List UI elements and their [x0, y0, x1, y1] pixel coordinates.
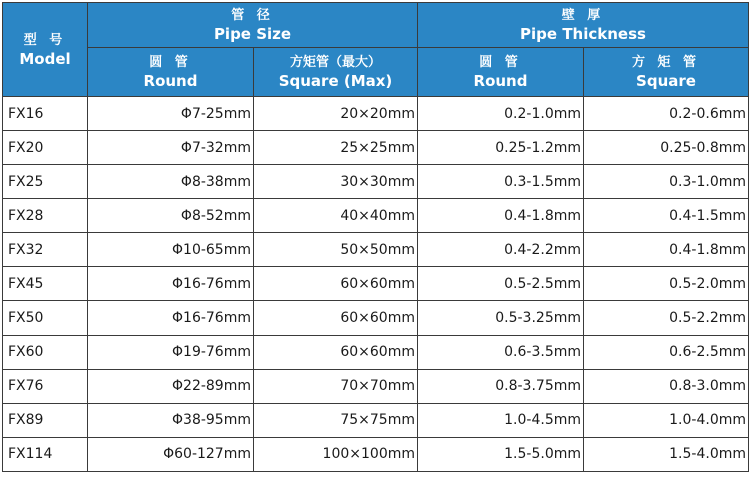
thick-round-cell: 1.5-5.0mm: [418, 437, 584, 471]
size-square-cell: 25×25mm: [254, 131, 418, 165]
size-square-cell: 40×40mm: [254, 199, 418, 233]
thick-square-cell: 1.5-4.0mm: [584, 437, 749, 471]
size-square-header: [254, 48, 418, 97]
thick-round-cell: 0.8-3.75mm: [418, 369, 584, 403]
table-header: [3, 3, 749, 97]
pipe-size-header-en: Pipe Size: [213, 25, 292, 43]
table-row: [3, 301, 749, 335]
thick-round-cell: 0.25-1.2mm: [418, 131, 584, 165]
size-round-cell: Φ60-127mm: [88, 437, 254, 471]
size-square-cell: 20×20mm: [254, 97, 418, 131]
table-row: [3, 199, 749, 233]
table-body: [3, 97, 749, 472]
size-square-cell: 50×50mm: [254, 233, 418, 267]
thick-square-header-zh: 方 矩 管: [631, 55, 701, 70]
pipe-size-header-zh: 管 径: [231, 8, 274, 23]
size-round-cell: Φ16-76mm: [88, 301, 254, 335]
thick-square-cell: 0.4-1.5mm: [584, 199, 749, 233]
thick-square-cell: 0.5-2.2mm: [584, 301, 749, 335]
size-square-cell: 30×30mm: [254, 165, 418, 199]
model-cell: FX76: [3, 369, 88, 403]
size-square-cell: 60×60mm: [254, 301, 418, 335]
header-row-sub: [3, 48, 749, 97]
thick-square-header-en: Square: [636, 72, 696, 90]
thick-square-cell: 0.3-1.0mm: [584, 165, 749, 199]
pipe-size-header: [88, 3, 418, 48]
thick-round-header: [418, 48, 584, 97]
model-cell: FX114: [3, 437, 88, 471]
thick-square-cell: 0.6-2.5mm: [584, 335, 749, 369]
size-square-cell: 70×70mm: [254, 369, 418, 403]
size-round-cell: Φ7-32mm: [88, 131, 254, 165]
thick-round-cell: 0.6-3.5mm: [418, 335, 584, 369]
size-round-cell: Φ19-76mm: [88, 335, 254, 369]
size-square-cell: 100×100mm: [254, 437, 418, 471]
thick-round-cell: 1.0-4.5mm: [418, 403, 584, 437]
thick-round-cell: 0.2-1.0mm: [418, 97, 584, 131]
table-row: [3, 233, 749, 267]
table-row: [3, 131, 749, 165]
thick-round-cell: 0.5-3.25mm: [418, 301, 584, 335]
model-cell: FX32: [3, 233, 88, 267]
table-row: [3, 437, 749, 471]
size-round-cell: Φ7-25mm: [88, 97, 254, 131]
model-cell: FX45: [3, 267, 88, 301]
model-header-en: Model: [19, 49, 71, 68]
pipe-spec-table: [2, 2, 749, 472]
size-round-cell: Φ22-89mm: [88, 369, 254, 403]
table-row: [3, 403, 749, 437]
model-cell: FX28: [3, 199, 88, 233]
thick-square-header: [584, 48, 749, 97]
thick-round-header-en: Round: [473, 72, 528, 90]
table-row: [3, 267, 749, 301]
size-round-cell: Φ8-38mm: [88, 165, 254, 199]
size-round-cell: Φ10-65mm: [88, 233, 254, 267]
table-row: [3, 335, 749, 369]
pipe-thickness-header-en: Pipe Thickness: [520, 25, 646, 43]
size-round-header: [88, 48, 254, 97]
model-cell: FX60: [3, 335, 88, 369]
table-row: [3, 97, 749, 131]
table-row: [3, 369, 749, 403]
thick-square-cell: 0.5-2.0mm: [584, 267, 749, 301]
size-square-header-zh: 方矩管（最大）: [289, 55, 381, 70]
model-header: [3, 3, 88, 97]
thick-round-cell: 0.5-2.5mm: [418, 267, 584, 301]
size-round-cell: Φ8-52mm: [88, 199, 254, 233]
model-cell: FX25: [3, 165, 88, 199]
model-cell: FX50: [3, 301, 88, 335]
size-round-header-en: Round: [143, 72, 198, 90]
model-header-zh: 型 号: [23, 32, 67, 48]
header-row-top: [3, 3, 749, 48]
model-cell: FX89: [3, 403, 88, 437]
size-round-cell: Φ16-76mm: [88, 267, 254, 301]
table-row: [3, 165, 749, 199]
size-round-header-zh: 圆 管: [149, 55, 192, 70]
size-square-cell: 60×60mm: [254, 335, 418, 369]
size-square-header-en: Square (Max): [278, 72, 393, 90]
pipe-thickness-header: [418, 3, 749, 48]
thick-square-cell: 1.0-4.0mm: [584, 403, 749, 437]
thick-round-cell: 0.4-1.8mm: [418, 199, 584, 233]
model-cell: FX20: [3, 131, 88, 165]
thick-square-cell: 0.2-0.6mm: [584, 97, 749, 131]
thick-square-cell: 0.25-0.8mm: [584, 131, 749, 165]
thick-square-cell: 0.4-1.8mm: [584, 233, 749, 267]
size-square-cell: 75×75mm: [254, 403, 418, 437]
thick-round-header-zh: 圆 管: [479, 55, 522, 70]
model-cell: FX16: [3, 97, 88, 131]
thick-round-cell: 0.4-2.2mm: [418, 233, 584, 267]
size-round-cell: Φ38-95mm: [88, 403, 254, 437]
size-square-cell: 60×60mm: [254, 267, 418, 301]
pipe-thickness-header-zh: 壁 厚: [561, 8, 605, 23]
thick-square-cell: 0.8-3.0mm: [584, 369, 749, 403]
thick-round-cell: 0.3-1.5mm: [418, 165, 584, 199]
